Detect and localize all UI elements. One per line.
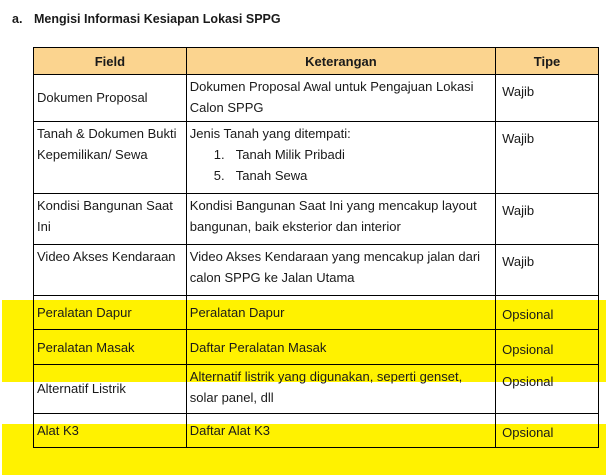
cell-keterangan: Video Akses Kendaraan yang mencakup jalan dari calon SPPG ke Jalan Utama xyxy=(186,245,495,296)
cell-field: Tanah & Dokumen Bukti Kepemilikan/ Sewa xyxy=(34,122,187,194)
land-type-list xyxy=(190,144,492,186)
cell-keterangan xyxy=(186,122,495,194)
table-row xyxy=(34,245,599,296)
section-title: Mengisi Informasi Kesiapan Lokasi SPPG xyxy=(34,12,281,26)
cell-keterangan: Alternatif listrik yang digunakan, seperti genset, solar panel, dll xyxy=(186,365,495,414)
table-row xyxy=(34,330,599,365)
cell-tipe: Wajib xyxy=(496,122,599,194)
cell-keterangan: Peralatan Dapur xyxy=(186,296,495,330)
cell-tipe: Opsional xyxy=(496,414,599,448)
cell-keterangan: Dokumen Proposal Awal untuk Pengajuan Lokasi Calon SPPG xyxy=(186,75,495,122)
table-row xyxy=(34,414,599,448)
table-row xyxy=(34,75,599,122)
cell-field: Kondisi Bangunan Saat Ini xyxy=(34,194,187,245)
cell-keterangan: Daftar Alat K3 xyxy=(186,414,495,448)
cell-keterangan-intro: Jenis Tanah yang ditempati: xyxy=(189,126,351,141)
table-row xyxy=(34,122,599,194)
cell-tipe: Opsional xyxy=(496,330,599,365)
header-tipe: Tipe xyxy=(496,48,599,75)
list-item: 5. Tanah Sewa xyxy=(213,168,308,183)
table-row xyxy=(34,194,599,245)
header-keterangan: Keterangan xyxy=(186,48,495,75)
cell-field: Alternatif Listrik xyxy=(34,365,187,414)
cell-tipe: Wajib xyxy=(496,245,599,296)
cell-keterangan: Daftar Peralatan Masak xyxy=(186,330,495,365)
list-item: 1. Tanah Milik Pribadi xyxy=(213,147,345,162)
cell-tipe: Wajib xyxy=(496,194,599,245)
info-table xyxy=(33,47,599,448)
cell-field: Dokumen Proposal xyxy=(34,75,187,122)
cell-field: Alat K3 xyxy=(34,414,187,448)
cell-tipe: Opsional xyxy=(496,365,599,414)
table-row xyxy=(34,365,599,414)
table-header-row xyxy=(34,48,599,75)
section-number: a. xyxy=(12,12,23,26)
header-field: Field xyxy=(34,48,187,75)
cell-field: Peralatan Dapur xyxy=(34,296,187,330)
cell-keterangan: Kondisi Bangunan Saat Ini yang mencakup layout bangunan, baik eksterior dan interior xyxy=(186,194,495,245)
cell-tipe: Opsional xyxy=(496,296,599,330)
table-row xyxy=(34,296,599,330)
cell-tipe: Wajib xyxy=(496,75,599,122)
cell-field: Peralatan Masak xyxy=(34,330,187,365)
section-heading xyxy=(12,12,281,26)
cell-field: Video Akses Kendaraan xyxy=(34,245,187,296)
